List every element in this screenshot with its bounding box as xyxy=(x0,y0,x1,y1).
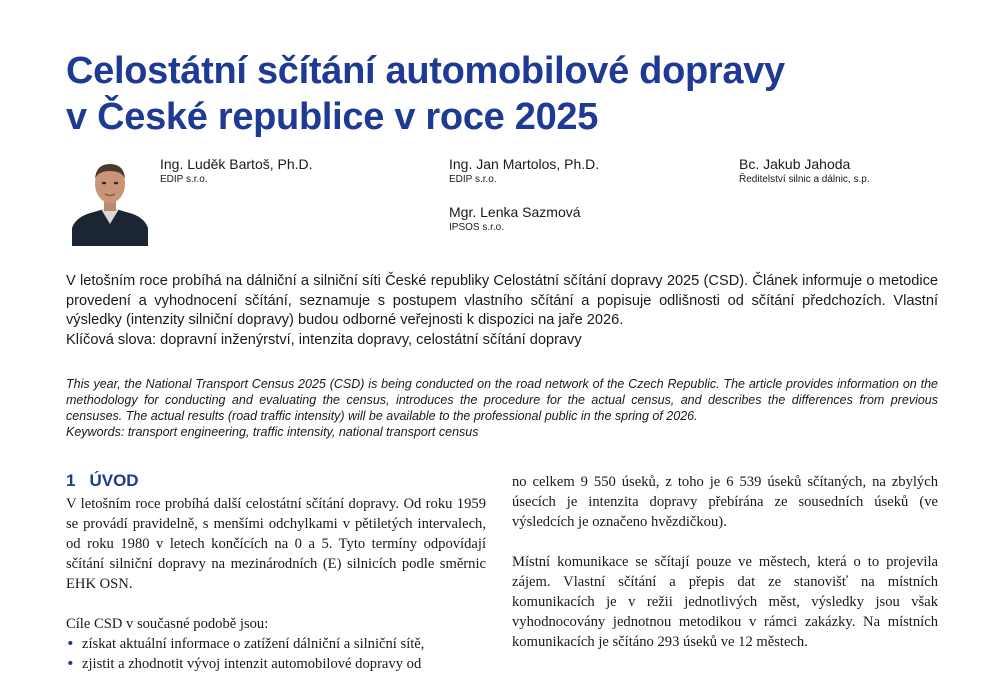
list-item xyxy=(66,654,486,674)
abstract-keywords: Klíčová slova: dopravní inženýrství, intenzita dopravy, celostátní sčítání dopravy xyxy=(66,331,582,348)
paragraph: no celkem 9 550 úseků, z toho je 6 539 úseků sčítaných, na zbylých úsecích je intenzita dopravy přebírána ze sousedních úseků (ve výsledcích je označeno hvězdičkou). xyxy=(512,474,938,530)
paragraph: Cíle CSD v současné podobě jsou: xyxy=(66,616,269,632)
list-item-text: zjistit a zhodnotit vývoj intenzit automobilové dopravy od xyxy=(82,656,422,672)
paragraph: V letošním roce probíhá další celostátní sčítání dopravy. Od roku 1959 se provádí pravidelně, s menšími odchylkami v pětiletých intervalech, od roku 1980 v letech končících na 0 a 5. Tyto termíny odpovídají sčítání silniční dopravy na mezinárodních (E) silnicích podle směrnic EHK OSN. xyxy=(66,496,486,592)
bullet-icon: • xyxy=(66,655,75,672)
abstract-czech xyxy=(66,272,938,350)
author-name: Mgr. Lenka Sazmová xyxy=(449,204,581,220)
title-line-1: Celostátní sčítání automobilové dopravy xyxy=(66,50,785,92)
section-number: 1 xyxy=(66,471,76,490)
author-affiliation: EDIP s.r.o. xyxy=(449,174,497,185)
abstract-english xyxy=(66,376,938,440)
section-title: ÚVOD xyxy=(89,471,139,490)
author-4 xyxy=(449,203,581,235)
author-name: Bc. Jakub Jahoda xyxy=(739,156,851,172)
body-column-right xyxy=(512,472,938,652)
author-affiliation: EDIP s.r.o. xyxy=(160,174,208,185)
author-affiliation: Ředitelství silnic a dálnic, s.p. xyxy=(739,174,870,185)
list-item-text: získat aktuální informace o zatížení dálniční a silniční sítě, xyxy=(82,636,425,652)
article-title xyxy=(66,48,966,140)
author-name: Ing. Luděk Bartoš, Ph.D. xyxy=(160,156,313,172)
title-line-2: v České republice v roce 2025 xyxy=(66,96,599,138)
section-heading xyxy=(66,470,139,492)
list-item xyxy=(66,634,486,654)
author-1 xyxy=(160,155,313,187)
goals-list xyxy=(66,634,486,674)
paragraph: Místní komunikace se sčítají pouze ve městech, která o to projevila zájem. Vlastní sčítání a přepis dat ze stanovišť na místních komunikacích je v režii jednotlivých měst, výsledky jsou však vyhodnocovány jednotnou metodikou v rámci zakázky. Na místních komunikacích je sčítáno 293 úseků ve 12 městech. xyxy=(512,554,938,650)
bullet-icon: • xyxy=(66,635,75,652)
author-3 xyxy=(739,155,870,187)
author-2 xyxy=(449,155,599,187)
abstract-keywords: Keywords: transport engineering, traffic intensity, national transport census xyxy=(66,425,479,439)
author-name: Ing. Jan Martolos, Ph.D. xyxy=(449,156,600,172)
author-affiliation: IPSOS s.r.o. xyxy=(449,222,505,233)
author-photo xyxy=(72,154,148,246)
abstract-text: V letošním roce probíhá na dálniční a silniční síti České republiky Celostátní sčítání dopravy 2025 (CSD). Článek informuje o metodice provedení a vyhodnocení sčítání, seznamuje s postupem vlastního sčítání a popisuje odlišnosti od sčítání předchozích. Vlastní výsledky (intenzity silniční dopravy) budou odborné veřejnosti k dispozici na jaře 2026. xyxy=(66,273,938,329)
body-column-left xyxy=(66,494,486,674)
abstract-text: This year, the National Transport Census 2025 (CSD) is being conducted on the road network of the Czech Republic. The article provides information on the methodology for conducting and evaluating the census, introduces the procedure for the actual census, and describes the differences from previous censuses. The actual results (road traffic intensity) will be available to the professional public in the spring of 2026. xyxy=(66,377,938,423)
